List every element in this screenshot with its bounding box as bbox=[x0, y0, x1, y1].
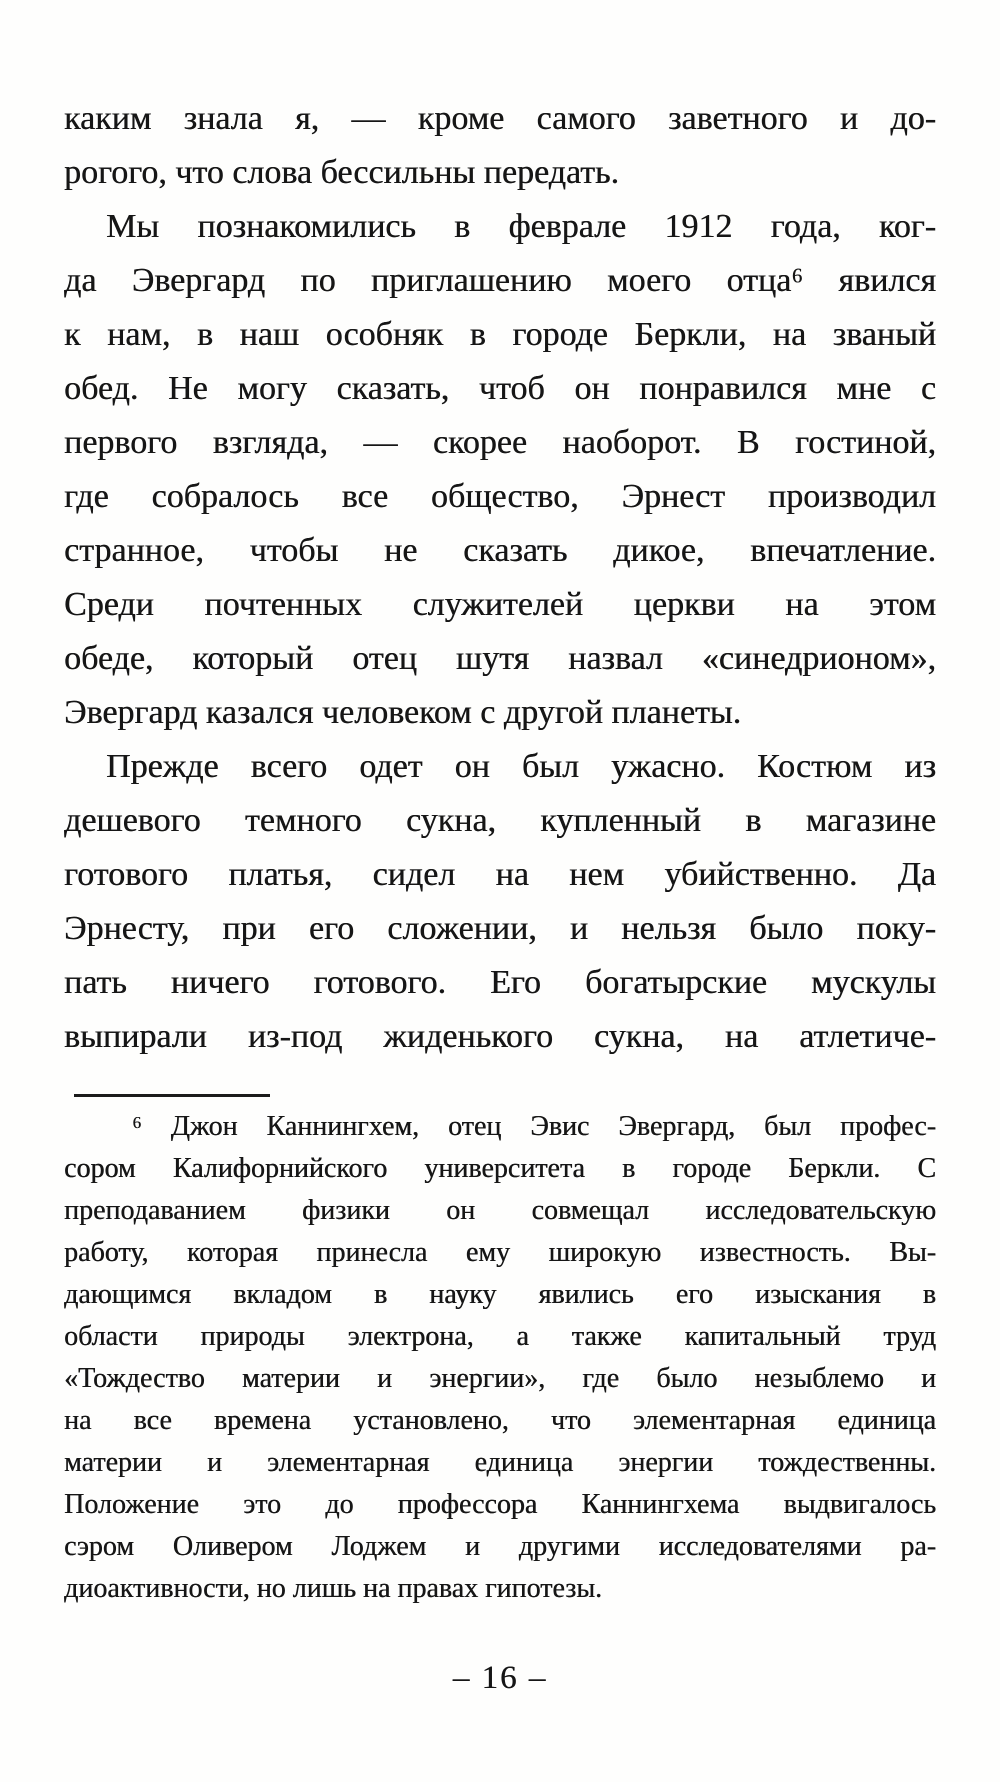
text-line: выпирали из-под жиденького сукна, на атлетиче- bbox=[64, 1018, 936, 1055]
text-line: готового платья, сидел на нем убийственно. Да bbox=[64, 856, 936, 893]
text-line: Эрнесту, при его сложении, и нельзя было поку- bbox=[64, 910, 936, 947]
text-line: Положение это до профессора Каннингхема выдвигалось bbox=[64, 1489, 936, 1520]
text-line: области природы электрона, а также капитальный труд bbox=[64, 1321, 936, 1352]
text-line: к нам, в наш особняк в городе Беркли, на званый bbox=[64, 316, 936, 353]
text-line: дающимся вкладом в науку явились его изыскания в bbox=[64, 1279, 936, 1310]
text-line: преподаванием физики он совмещал исследовательскую bbox=[64, 1195, 936, 1226]
text-line: каким знала я, — кроме самого заветного и до- bbox=[64, 100, 936, 137]
paragraph bbox=[64, 740, 936, 1064]
text-line: диоактивности, но лишь на правах гипотезы. bbox=[64, 1573, 603, 1604]
paragraph bbox=[64, 1106, 936, 1610]
paragraph bbox=[64, 200, 936, 740]
text-line: работу, которая принесла ему широкую известность. Вы- bbox=[64, 1237, 936, 1268]
text-line: на все времена установлено, что элементарная единица bbox=[64, 1405, 936, 1436]
text-line: обеде, который отец шутя назвал «синедрионом», bbox=[64, 640, 936, 677]
text-line: сэром Оливером Лоджем и другими исследователями ра- bbox=[64, 1531, 936, 1562]
text-line: рогого, что слова бессильны передать. bbox=[64, 154, 619, 191]
text-line: странное, чтобы не сказать дикое, впечатление. bbox=[64, 532, 936, 569]
text-line: Эвергард казался человеком с другой планеты. bbox=[64, 694, 742, 731]
text-line: дешевого темного сукна, купленный в магазине bbox=[64, 802, 936, 839]
footnote-divider bbox=[74, 1094, 270, 1097]
page-number: – 16 – bbox=[452, 1660, 548, 1696]
text-line: Среди почтенных служителей церкви на этом bbox=[64, 586, 936, 623]
text-line: «Тождество материи и энергии», где было незыблемо и bbox=[64, 1363, 936, 1394]
text-line: Мы познакомились в феврале 1912 года, ког- bbox=[106, 208, 936, 245]
text-line: Прежде всего одет он был ужасно. Костюм из bbox=[106, 748, 936, 785]
paragraph bbox=[64, 92, 936, 200]
text-line: материи и элементарная единица энергии тождественны. bbox=[64, 1447, 936, 1478]
text-line: ⁶ Джон Каннингхем, отец Эвис Эвергард, был профес- bbox=[132, 1111, 936, 1142]
main-text bbox=[64, 92, 936, 1064]
text-line: да Эвергард по приглашению моего отца⁶ явился bbox=[64, 262, 936, 299]
text-line: пать ничего готового. Его богатырские мускулы bbox=[64, 964, 936, 1001]
text-line: первого взгляда, — скорее наоборот. В гостиной, bbox=[64, 424, 936, 461]
text-line: где собралось все общество, Эрнест производил bbox=[64, 478, 936, 515]
text-line: сором Калифорнийского университета в городе Беркли. С bbox=[64, 1153, 936, 1184]
footnote-text bbox=[64, 1106, 936, 1610]
text-line: обед. Не могу сказать, чтоб он понравился мне с bbox=[64, 370, 936, 407]
